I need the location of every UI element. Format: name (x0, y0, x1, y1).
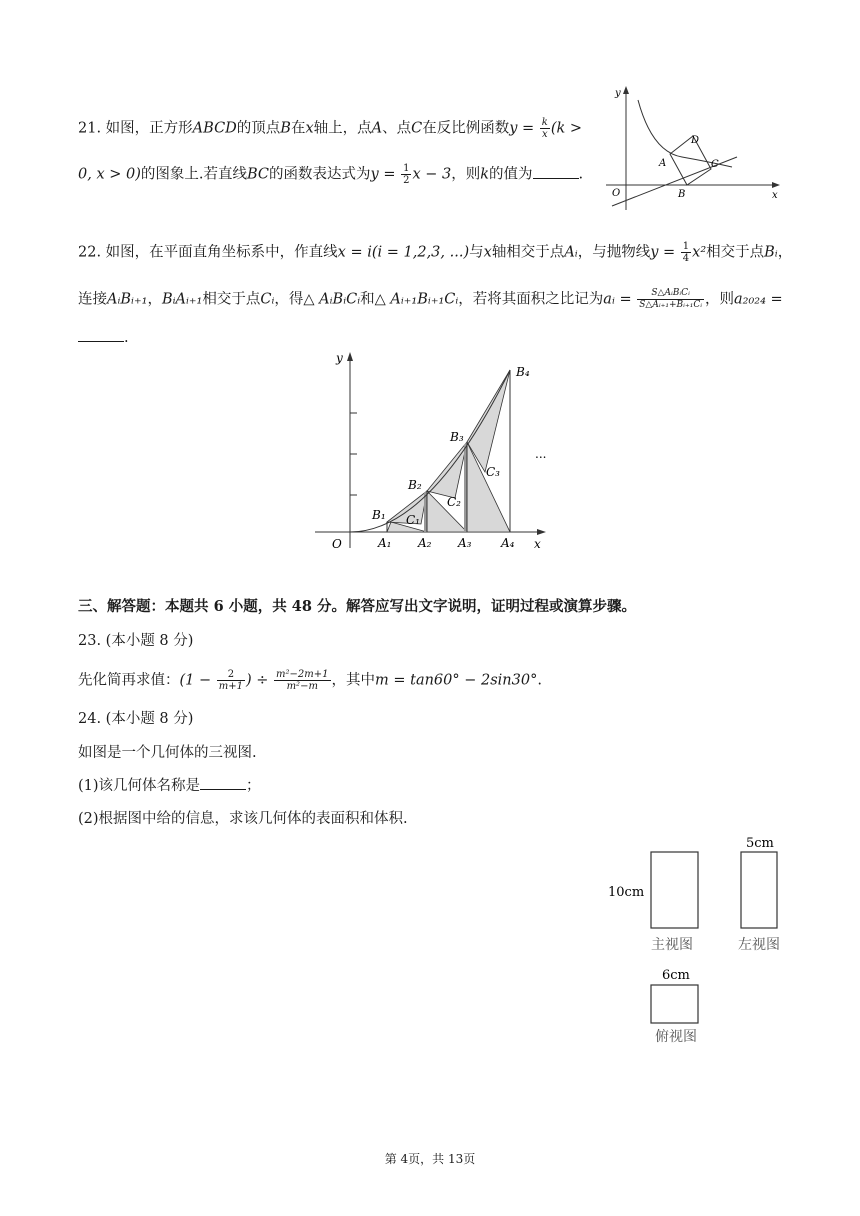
q22-figure (310, 348, 560, 558)
q24-front-view-label: 主视图 (651, 937, 693, 953)
page-footer: 第 4页，共 13页 (384, 1152, 476, 1166)
q22-fraction-quarter: $\frac{1}{4}$ (682, 241, 690, 264)
q22-fig-o-label: O (332, 537, 342, 551)
q24-header: 24. (本小题 8 分) (78, 711, 194, 727)
q22-fig-y-label: y (336, 351, 343, 365)
section3-title: 三、解答题：本题共 6 小题，共 48 分。解答应写出文字说明，证明过程或演算步骤。 (78, 598, 636, 615)
q22-fig-a1: A₁ (378, 536, 392, 550)
q22-fig-b4: B₄ (516, 365, 530, 379)
q24-part2: (2)根据图中给的信息，求该几何体的表面积和体积. (78, 811, 408, 827)
q21-fraction-k-over-x: $\frac{k}{x}$ (541, 117, 548, 140)
q22-fig-c1: C₁ (406, 513, 420, 527)
q21-figure (600, 82, 785, 214)
q22-line2: 连接AᵢBᵢ₊₁，BᵢAᵢ₊₁相交于点Cᵢ，得△ AᵢBᵢCᵢ和△ Aᵢ₊₁Bᵢ₊₁Cᵢ，若将其面积之比记为aᵢ = $\frac{\text{S△AᵢBᵢCᵢ}}{\text{S△Aᵢ₊₁+Bᵢ₊₁Cᵢ}}$ ，则a₂₀₂₄ = (78, 288, 783, 310)
q22-line3: . (78, 328, 129, 348)
q24-intro: 如图是一个几何体的三视图. (78, 745, 257, 761)
q21-line2: 0, x > 0)的图象上.若直线BC的函数表达式为y = $\frac{1}{2}$ x − 3，则k的值为 . (78, 163, 584, 186)
q24-width-label: 5cm (746, 836, 774, 851)
q24-height-label: 10cm (608, 885, 645, 900)
q24-part1: (1)该几何体名称是 ； (78, 778, 261, 794)
q22-fig-dots: ... (535, 447, 547, 461)
q22-fig-b1: B₁ (372, 508, 386, 522)
q24-depth-label: 6cm (662, 968, 690, 983)
q21-answer-blank (533, 166, 579, 179)
q22-fig-c3: C₃ (486, 465, 500, 479)
q22-fig-x-label: x (534, 537, 541, 551)
q22-fig-a2: A₂ (418, 536, 432, 550)
q22-ratio-fraction: $\frac{\text{S△AᵢBᵢCᵢ}}{\text{S△Aᵢ₊₁+Bᵢ₊₁Cᵢ}}$ (639, 288, 703, 310)
q24-three-view-figure (600, 830, 800, 1050)
q24-top-view-label: 俯视图 (655, 1029, 697, 1045)
q21-line1: 21. 如图，正方形ABCD的顶点B在x轴上，点A、点C在反比例函数y = $\frac{k}{x}$ (k > (78, 117, 583, 140)
q22-fig-b3: B₃ (450, 430, 464, 444)
q23-fraction-2: $\frac{\text{m²−2m+1}}{\text{m²−m}}$ (276, 669, 329, 692)
q21-fig-x-label: x (772, 190, 778, 201)
q23-body: 先化简再求值：(1 − $\frac{2}{m+1}$ ) ÷ $\frac{\text{m²−2m+1}}{\text{m²−m}}$ ，其中m = tan60° − 2sin30°. (78, 669, 542, 692)
q21-fig-b-label: B (678, 189, 686, 200)
q22-fig-a4: A₄ (501, 536, 515, 550)
q21-fig-a-label: A (659, 158, 667, 169)
q21-fig-d-label: D (691, 135, 700, 146)
q21-fig-y-label: y (615, 88, 621, 99)
q22-fig-b2: B₂ (408, 478, 422, 492)
q24-side-view-label: 左视图 (738, 937, 780, 953)
q22-fig-c2: C₂ (447, 495, 461, 509)
q21-fig-c-label: C (711, 159, 719, 170)
q22-line1: 22. 如图，在平面直角坐标系中，作直线x = i(i = 1,2,3, ...)与x轴相交于点Aᵢ，与抛物线y = $\frac{1}{4}$ x²相交于点Bᵢ， (78, 241, 793, 264)
q24-answer-blank (200, 777, 246, 790)
q23-fraction-1: $\frac{2}{m+1}$ (218, 669, 243, 692)
q21-fig-o-label: O (612, 188, 621, 199)
q23-header: 23. (本小题 8 分) (78, 633, 194, 649)
q21-fraction-half: $\frac{1}{2}$ (403, 163, 410, 186)
q22-fig-a3: A₃ (458, 536, 472, 550)
q22-answer-blank (78, 329, 124, 342)
